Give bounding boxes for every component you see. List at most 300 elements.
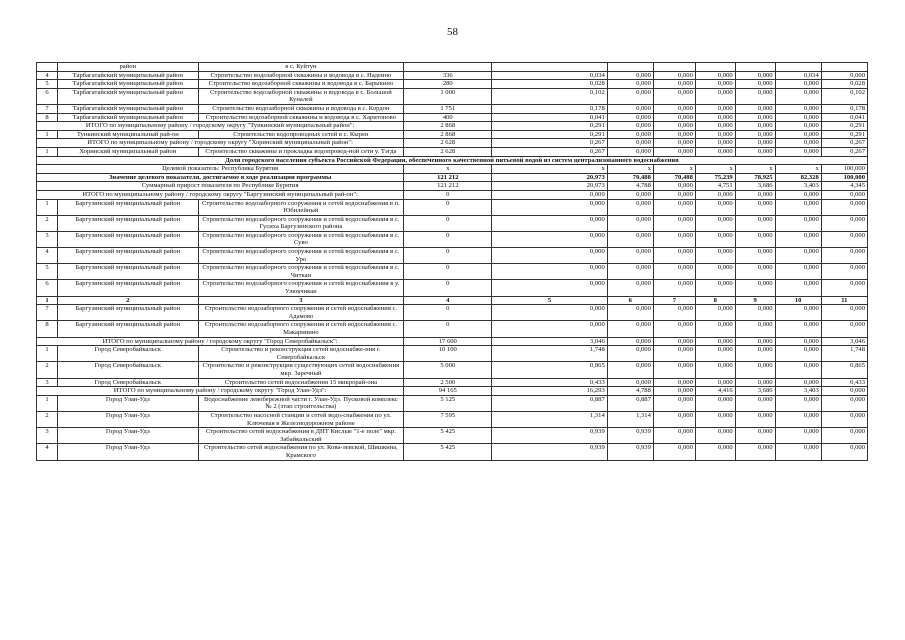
table-cell: 0,000	[695, 395, 735, 411]
table-cell: Суммарный прирост показателя по Республике Бурятия	[37, 182, 404, 191]
table-cell: Строительство водозаборного сооружения и сетей водоснабжения в с. Читкан	[198, 264, 404, 280]
table-cell: 10 100	[404, 346, 492, 362]
table-cell: 0,000	[653, 104, 695, 113]
table-cell: 0,000	[607, 337, 653, 346]
table-cell: 7	[37, 104, 58, 113]
table-row	[37, 147, 868, 156]
table-cell: 0,000	[695, 130, 735, 139]
table-cell: 5 000	[404, 362, 492, 378]
table-cell: 0,000	[775, 395, 821, 411]
table-cell: 0,267	[821, 147, 867, 156]
table-cell: 0,000	[653, 428, 695, 444]
table-cell: 0,000	[775, 305, 821, 321]
table-cell	[607, 63, 653, 72]
table-cell: 0,041	[492, 113, 607, 122]
total-row	[37, 337, 868, 346]
table-cell: 0	[404, 280, 492, 296]
table-cell: 0,000	[735, 130, 775, 139]
data-table	[36, 62, 868, 461]
section-header-row	[37, 156, 868, 165]
table-cell: 0,000	[653, 248, 695, 264]
table-cell: 0,000	[821, 71, 867, 80]
table-cell: 4	[37, 248, 58, 264]
table-cell: 6	[37, 280, 58, 296]
table-cell: 0,000	[735, 337, 775, 346]
table-cell: 0,000	[775, 139, 821, 148]
table-cell: 0,267	[492, 139, 607, 148]
table-cell: 5 125	[404, 395, 492, 411]
table-cell: 0,000	[775, 362, 821, 378]
table-cell: Хоринский муниципальный район	[57, 147, 198, 156]
table-cell: Водоснабжение левобережной части г. Улан-Удэ. Пусковой комплекс № 2 (этап строительства)	[198, 395, 404, 411]
table-cell: 2	[57, 296, 198, 305]
table-cell: 0,000	[821, 321, 867, 337]
table-cell: 7 595	[404, 411, 492, 427]
table-cell: 0,000	[775, 113, 821, 122]
table-cell: x	[653, 165, 695, 174]
table-cell: 0,000	[607, 199, 653, 215]
table-cell	[404, 63, 492, 72]
table-cell: 10	[775, 296, 821, 305]
table-cell: Строительство и реконструкция существующих сетей водоснабжения мкр. Заречный	[198, 362, 404, 378]
table-cell: Город Улан-Удэ	[57, 444, 198, 460]
table-cell: Строительство водозаборного сооружения и сетей водоснабжения с. Адамово	[198, 305, 404, 321]
table-cell: 1,748	[821, 346, 867, 362]
table-cell: 0,102	[492, 88, 607, 104]
table-cell: 0,000	[735, 305, 775, 321]
table-cell: 0,178	[492, 104, 607, 113]
table-cell: 0,000	[735, 346, 775, 362]
table-cell: 8	[37, 113, 58, 122]
table-cell: 0,000	[492, 305, 607, 321]
table-cell: 0	[404, 231, 492, 247]
table-cell: 0,000	[653, 378, 695, 387]
table-cell: 0	[404, 264, 492, 280]
table-cell: Строительство водозаборного сооружения и сетей водоснабжения в с. Суво	[198, 231, 404, 247]
table-cell: 0,000	[695, 411, 735, 427]
table-cell: 0,000	[735, 362, 775, 378]
table-cell: 0,000	[492, 264, 607, 280]
table-cell: 0,000	[695, 231, 735, 247]
table-cell: 2 500	[404, 378, 492, 387]
table-cell: 0,000	[735, 248, 775, 264]
table-cell: 75,239	[695, 173, 735, 182]
table-cell: Баргузинский муниципальный район	[57, 248, 198, 264]
table-cell: Город Улан-Удэ	[57, 428, 198, 444]
table-row	[37, 248, 868, 264]
table-cell: Строительство и реконструкция сетей водоснабже-ния г. Северобайкальск	[198, 346, 404, 362]
table-cell: ИТОГО по муниципальному району / городскому округу "Город Улан-Удэ":	[37, 387, 404, 396]
table-cell: 0,000	[492, 280, 607, 296]
table-cell: 0,865	[821, 362, 867, 378]
table-cell: 0,000	[607, 346, 653, 362]
table-cell: 0,267	[821, 139, 867, 148]
table-cell: 0,000	[695, 199, 735, 215]
table-row	[37, 444, 868, 460]
table-cell: 0	[404, 248, 492, 264]
table-cell: 2 868	[404, 130, 492, 139]
table-cell: 0,000	[775, 378, 821, 387]
table-cell: 3	[37, 231, 58, 247]
table-cell: ИТОГО по муниципальному району / городскому округу "Хоринский муниципальный район":	[37, 139, 404, 148]
table-cell	[492, 63, 607, 72]
table-cell: 3,046	[492, 337, 607, 346]
table-cell: Строительство сетей водоснабжения по ул. Кова-левской, Шишкина, Крамского	[198, 444, 404, 460]
table-cell: Доля городского населения субъекта Российской Федерации, обеспеченного качественной питьевой водой из систем централизованного водоснабжения	[37, 156, 868, 165]
table-cell: 3,686	[735, 387, 775, 396]
table-cell: 11	[821, 296, 867, 305]
table-cell: 0,000	[735, 147, 775, 156]
table-cell: ИТОГО по муниципальному району / городскому округу "Баргузинский муниципальный рай-он":	[37, 190, 404, 199]
table-cell: 0,291	[821, 122, 867, 131]
table-cell: 0,000	[735, 378, 775, 387]
table-cell: 0,000	[492, 321, 607, 337]
table-cell: Строительство насосной станции и сетей водо-снабжения по ул. Ключевая в Железнодорожном районе	[198, 411, 404, 427]
table-cell: 0,000	[695, 321, 735, 337]
table-cell: 5	[492, 296, 607, 305]
table-cell: 0,000	[607, 113, 653, 122]
table-cell: 2 628	[404, 139, 492, 148]
table-cell: 0,000	[695, 113, 735, 122]
table-cell: 100,000	[821, 173, 867, 182]
table-cell: 0,000	[775, 80, 821, 89]
table-cell: Строительство водопроводных сетей в с. Кырен	[198, 130, 404, 139]
table-cell: 0,000	[821, 411, 867, 427]
table-cell: 0,000	[492, 190, 607, 199]
table-cell: 0,000	[695, 80, 735, 89]
table-cell: ИТОГО по муниципальному району / городскому округу "Тункинский муниципальный район":	[37, 122, 404, 131]
table-cell: 0	[404, 190, 492, 199]
table-cell: 0,939	[492, 444, 607, 460]
table-cell: 0,000	[653, 88, 695, 104]
table-cell: Значение целевого показателя, достигаемое в ходе реализации программы	[37, 173, 404, 182]
table-cell: 0,000	[695, 215, 735, 231]
total-row	[37, 387, 868, 396]
table-cell: 0,000	[653, 280, 695, 296]
table-cell: 0,000	[821, 387, 867, 396]
table-cell: 0,000	[607, 231, 653, 247]
table-cell: 0,000	[607, 139, 653, 148]
table-cell: 0,000	[607, 71, 653, 80]
table-cell: 0,000	[653, 215, 695, 231]
table-cell: 4	[37, 71, 58, 80]
table-cell: 0,000	[607, 215, 653, 231]
table-cell: 1,314	[492, 411, 607, 427]
table-cell: 0,000	[775, 321, 821, 337]
table-cell: 0,000	[695, 264, 735, 280]
table-row	[37, 264, 868, 280]
table-cell: 7	[37, 305, 58, 321]
table-cell: 0,000	[653, 130, 695, 139]
table-cell: 4	[404, 296, 492, 305]
table-row	[37, 428, 868, 444]
total-row	[37, 173, 868, 182]
table-cell: 0,887	[607, 395, 653, 411]
table-cell: Баргузинский муниципальный район	[57, 305, 198, 321]
table-cell: 0,000	[607, 280, 653, 296]
table-cell: Строительство водозаборного сооружения и сетей водоснабжения в у. Улюкчикан	[198, 280, 404, 296]
table-cell: 0,000	[695, 122, 735, 131]
table-row	[37, 362, 868, 378]
table-cell: Тарбагатайский муниципальный район	[57, 80, 198, 89]
table-cell: 0,939	[607, 428, 653, 444]
table-cell: 0,000	[607, 362, 653, 378]
table-cell: 0,000	[653, 182, 695, 191]
table-cell: 4,416	[695, 387, 735, 396]
table-cell: Баргузинский муниципальный район	[57, 231, 198, 247]
table-cell: 0,000	[607, 321, 653, 337]
table-cell: 0,000	[653, 190, 695, 199]
table-cell: 6	[607, 296, 653, 305]
table-row	[37, 411, 868, 427]
table-cell: 82,328	[775, 173, 821, 182]
table-row	[37, 71, 868, 80]
table-cell: 1,748	[492, 346, 607, 362]
table-cell: 0,000	[607, 190, 653, 199]
table-cell: 0,000	[775, 248, 821, 264]
table-cell: 0,000	[735, 122, 775, 131]
table-cell: Целевой показатель: Республика Бурятия	[37, 165, 404, 174]
table-cell: x	[404, 165, 492, 174]
table-cell: 6	[37, 88, 58, 104]
table-row	[37, 231, 868, 247]
table-cell: 0,000	[775, 444, 821, 460]
table-cell: 0,000	[492, 231, 607, 247]
table-row	[37, 346, 868, 362]
table-cell: 1 000	[404, 88, 492, 104]
table-cell: 0,000	[695, 248, 735, 264]
table-cell: 5 425	[404, 428, 492, 444]
table-cell: 8	[695, 296, 735, 305]
table-cell: Строительство водозаборной скважины и водовода в с. Кордон	[198, 104, 404, 113]
table-cell: 0,000	[653, 113, 695, 122]
table-cell: 3,403	[775, 387, 821, 396]
table-row	[37, 395, 868, 411]
table-cell: 4,345	[821, 182, 867, 191]
table-cell: 0,034	[775, 71, 821, 80]
table-cell: 3,686	[735, 182, 775, 191]
table-cell: 0,000	[821, 264, 867, 280]
table-cell: 0,000	[653, 71, 695, 80]
table-cell: 0,291	[492, 130, 607, 139]
table-cell: 0,000	[775, 122, 821, 131]
table-cell: 0,939	[607, 444, 653, 460]
table-cell: 3	[37, 428, 58, 444]
table-cell: 0,000	[653, 387, 695, 396]
table-cell: 0,000	[695, 428, 735, 444]
table-cell: 0,000	[775, 346, 821, 362]
table-cell: 1 751	[404, 104, 492, 113]
table-cell: 0,000	[775, 147, 821, 156]
table-cell: 0,000	[735, 395, 775, 411]
table-cell: Строительство водозаборной скважины и водовода в с. Большой Куналей	[198, 88, 404, 104]
table-cell: x	[607, 165, 653, 174]
table-cell: Баргузинский муниципальный район	[57, 199, 198, 215]
table-cell: 0,000	[607, 130, 653, 139]
table-cell: Тарбагатайский муниципальный район	[57, 88, 198, 104]
table-cell: Город Улан-Удэ	[57, 395, 198, 411]
table-cell: 0,000	[695, 378, 735, 387]
table-cell: 0,000	[775, 88, 821, 104]
table-cell: 0	[404, 305, 492, 321]
table-cell: 0,000	[821, 190, 867, 199]
table-cell: 0,000	[735, 104, 775, 113]
table-cell: 3	[37, 378, 58, 387]
table-cell: 0,000	[653, 321, 695, 337]
table-cell: Тарбагатайский муниципальный район	[57, 104, 198, 113]
table-cell: 0,000	[775, 199, 821, 215]
table-cell: 3	[198, 296, 404, 305]
table-cell: 0,000	[492, 215, 607, 231]
table-cell: 0,000	[821, 280, 867, 296]
table-cell: Баргузинский муниципальный район	[57, 280, 198, 296]
table-cell: 1	[37, 199, 58, 215]
table-row	[37, 63, 868, 72]
table-cell: Тункинский муниципальный рай-он	[57, 130, 198, 139]
table-cell: 0,000	[821, 395, 867, 411]
table-cell: 17 600	[404, 337, 492, 346]
table-cell: 0,000	[735, 199, 775, 215]
table-cell: 0,000	[607, 305, 653, 321]
table-cell: 0,000	[775, 280, 821, 296]
table-cell: 0,028	[492, 80, 607, 89]
table-cell: 0,000	[653, 80, 695, 89]
table-cell: 20,973	[492, 173, 607, 182]
table-cell: x	[695, 165, 735, 174]
table-cell: 1,314	[607, 411, 653, 427]
table-cell: 20,973	[492, 182, 607, 191]
table-cell: 4	[37, 444, 58, 460]
table-cell: 0	[404, 321, 492, 337]
table-cell: 3,403	[775, 182, 821, 191]
table-cell: 94 165	[404, 387, 492, 396]
table-row	[37, 215, 868, 231]
total-row	[37, 122, 868, 131]
table-row	[37, 199, 868, 215]
table-cell: 70,488	[653, 173, 695, 182]
table-cell: 4,788	[607, 182, 653, 191]
table-cell: ИТОГО по муниципальному району / городскому округу "Город Северобайкальск":	[37, 337, 404, 346]
table-cell: 4,788	[607, 387, 653, 396]
table-cell: 336	[404, 71, 492, 80]
table-cell: 0,000	[735, 280, 775, 296]
table-cell: 0,000	[695, 147, 735, 156]
table-cell: 0,939	[492, 428, 607, 444]
total-row	[37, 139, 868, 148]
table-cell: Тарбагатайский муниципальный район	[57, 113, 198, 122]
table-cell: 0,000	[695, 88, 735, 104]
table-cell: 0,000	[653, 231, 695, 247]
table-cell: 0,000	[653, 139, 695, 148]
table-cell: 5	[37, 80, 58, 89]
total-row	[37, 190, 868, 199]
total-row	[37, 182, 868, 191]
table-cell: 0,000	[607, 378, 653, 387]
table-cell: 0,000	[735, 231, 775, 247]
table-cell: 121 212	[404, 173, 492, 182]
table-cell: Баргузинский муниципальный район	[57, 264, 198, 280]
table-cell: 0,000	[653, 147, 695, 156]
table-cell: 9	[735, 296, 775, 305]
table-cell: 0,000	[775, 130, 821, 139]
table-cell: 0,000	[653, 444, 695, 460]
table-cell: Строительство водозаборного сооружения и сетей водоснабжения в с. Уро	[198, 248, 404, 264]
table-cell: 0,000	[695, 139, 735, 148]
table-cell: x	[735, 165, 775, 174]
table-cell: 0,433	[492, 378, 607, 387]
table-cell: 0,000	[775, 264, 821, 280]
table-cell: 0,000	[735, 411, 775, 427]
table-row	[37, 80, 868, 89]
table-cell: 0,000	[735, 80, 775, 89]
table-cell: 0,000	[821, 231, 867, 247]
table-cell: Строительство водозаборного сооружения и сетей водоснабжения в п. Юбилейный	[198, 199, 404, 215]
table-cell: 2 628	[404, 147, 492, 156]
table-cell: 0,000	[607, 147, 653, 156]
table-cell: 0,000	[775, 231, 821, 247]
table-cell: 0,000	[775, 337, 821, 346]
table-cell: 0,000	[695, 280, 735, 296]
table-cell: 0,267	[492, 147, 607, 156]
table-cell: 0,000	[653, 305, 695, 321]
table-cell: x	[775, 165, 821, 174]
table-cell: 0,000	[735, 113, 775, 122]
table-cell: 0,000	[821, 215, 867, 231]
table-cell: Строительство сетей водоснабжения 15 микрорай-она	[198, 378, 404, 387]
table-cell: 0,000	[607, 80, 653, 89]
table-cell: 0,000	[775, 411, 821, 427]
table-cell: 0,000	[695, 444, 735, 460]
table-cell: 5 425	[404, 444, 492, 460]
table-cell: 1	[37, 147, 58, 156]
table-cell: 0,000	[695, 71, 735, 80]
table-cell: в с. Куйтун	[198, 63, 404, 72]
table-cell: 0,865	[492, 362, 607, 378]
table-cell: 0,000	[735, 444, 775, 460]
table-cell: Строительство скважины и прокладка водопровод-ной сети у. Тэгда	[198, 147, 404, 156]
table-cell: Строительство водозаборной скважины и водовода в с. Барыкино	[198, 80, 404, 89]
table-cell: 1	[37, 346, 58, 362]
table-row	[37, 378, 868, 387]
table-cell: 0,000	[735, 321, 775, 337]
table-cell: 2	[37, 215, 58, 231]
table-cell: 0,000	[735, 88, 775, 104]
table-cell: 280	[404, 80, 492, 89]
table-cell: Город Северобайкальск	[57, 378, 198, 387]
column-number-row	[37, 296, 868, 305]
table-cell: 0,000	[653, 337, 695, 346]
table-cell: 0,034	[492, 71, 607, 80]
table-cell	[695, 63, 735, 72]
table-cell: 0,000	[735, 215, 775, 231]
table-row	[37, 280, 868, 296]
table-cell: 5	[37, 264, 58, 280]
table-cell: 70,488	[607, 173, 653, 182]
table-cell: 0,000	[775, 190, 821, 199]
table-cell: 0,000	[775, 215, 821, 231]
table-cell: 0,000	[653, 264, 695, 280]
table-cell: 0,433	[821, 378, 867, 387]
table-cell: 0,000	[653, 122, 695, 131]
table-cell: 0,000	[607, 88, 653, 104]
table-cell: 0,000	[821, 248, 867, 264]
table-cell: 0,000	[775, 104, 821, 113]
table-cell: 0,000	[607, 104, 653, 113]
table-cell: 1	[37, 296, 58, 305]
table-cell: 2	[37, 411, 58, 427]
table-cell	[821, 63, 867, 72]
table-cell: 0,000	[821, 199, 867, 215]
